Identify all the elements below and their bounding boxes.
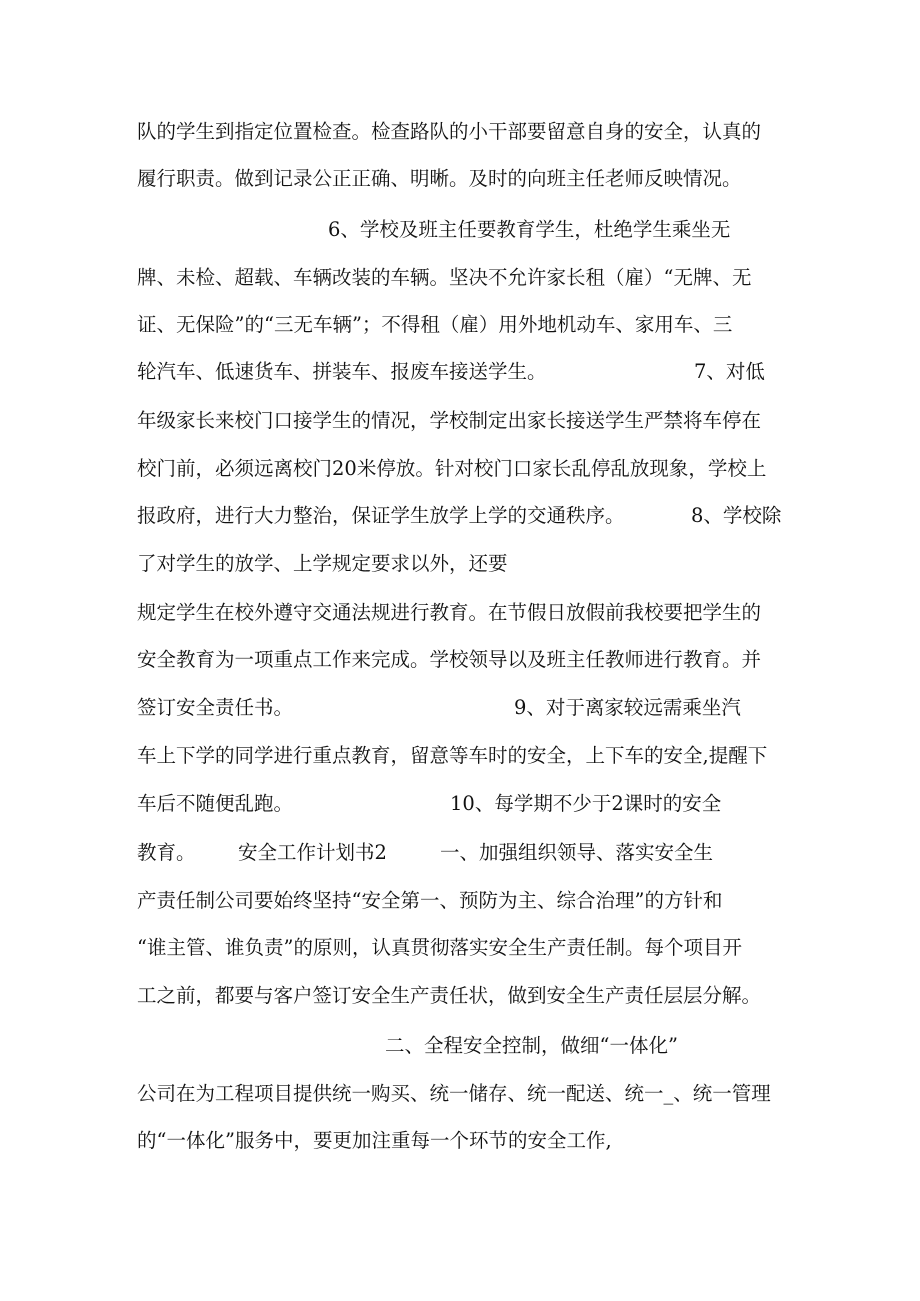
text-line: “谁主管、谁负责”的原则，认真贯彻落实安全生产责任制。每个项目开	[137, 936, 742, 959]
text-line: 报政府，进行大力整治，保证学生放学上学的交通秩序。	[137, 504, 625, 527]
text-line: 轮汽车、低速货车、拼装车、报废车接送学生。	[137, 360, 547, 383]
text-line: 履行职责。做到记录公正正确、明晰。及时的向班主任老师反映情况。	[137, 167, 742, 190]
text-line: 二、全程安全控制，做细“一体化”	[385, 1034, 678, 1057]
text-line: 公司在为工程项目提供统一购买、统一储存、统一配送、统一_、统一管理	[137, 1082, 771, 1105]
text-line: 产责任制公司要始终坚持“安全第一、预防为主、综合治理”的方针和	[137, 889, 723, 912]
text-line: 7、对低	[694, 360, 765, 383]
text-line: 车上下学的同学进行重点教育，留意等车时的安全，上下车的安全,提醒下	[137, 744, 768, 767]
text-line: 证、无保险”的“三无车辆”；不得租（雇）用外地机动车、家用车、三	[137, 313, 733, 336]
text-line: 规定学生在校外遵守交通法规进行教育。在节假日放假前我校要把学生的	[137, 601, 762, 624]
text-line: 安全教育为一项重点工作来完成。学校领导以及班主任教师进行教育。并	[137, 648, 762, 671]
text-line: 队的学生到指定位置检查。检查路队的小干部要留意自身的安全，认真的	[137, 120, 762, 143]
text-line: 8、学校除	[691, 504, 782, 527]
text-line: 教育。	[137, 841, 196, 864]
text-line: 年级家长来校门口接学生的情况，学校制定出家长接送学生严禁将车停在	[137, 409, 762, 432]
text-line: 了对学生的放学、上学规定要求以外，还要	[137, 552, 508, 575]
text-line: 安全工作计划书2	[238, 841, 387, 864]
text-line: 车后不随便乱跑。	[137, 792, 294, 815]
text-line: 9、对于离家较远需乘坐汽	[514, 696, 741, 719]
text-line: 10、每学期不少于2课时的安全	[450, 792, 722, 815]
text-line: 签订安全责任书。	[137, 696, 294, 719]
text-line: 牌、未检、超载、车辆改装的车辆。坚决不允许家长租（雇）“无牌、无	[137, 266, 752, 289]
text-line: 6、学校及班主任要教育学生，杜绝学生乘坐无	[328, 218, 731, 241]
text-line: 的“一体化”服务中，要更加注重每一个环节的安全工作,	[137, 1129, 612, 1152]
text-line: 校门前，必须远离校门20米停放。针对校门口家长乱停乱放现象，学校上	[137, 457, 767, 480]
text-line: 一、加强组织领导、落实安全生	[440, 841, 714, 864]
text-line: 工之前，都要与客户签订安全生产责任状，做到安全生产责任层层分解。	[137, 984, 762, 1007]
